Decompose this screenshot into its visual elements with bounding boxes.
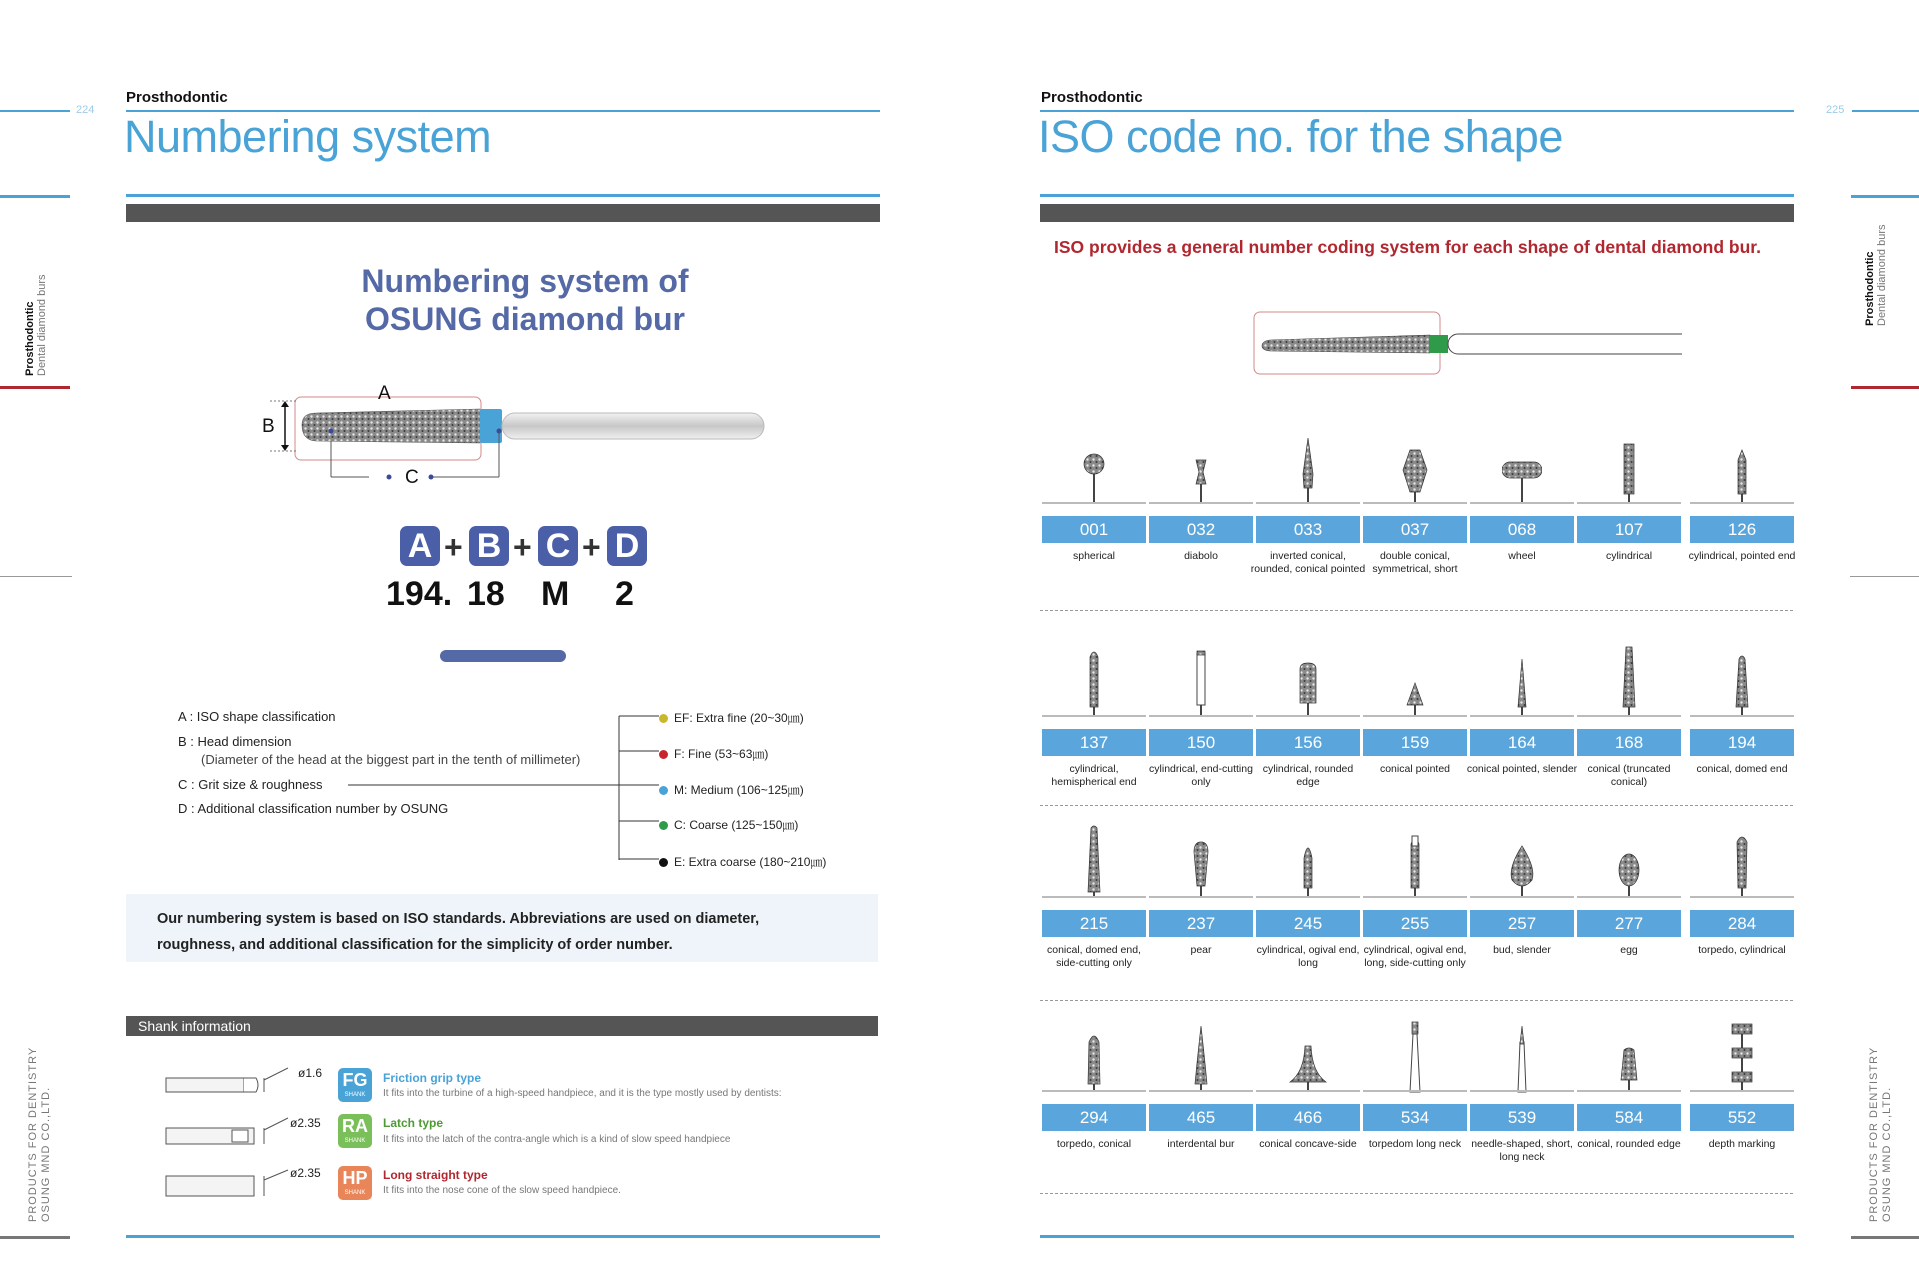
iso-shape-description: conical pointed, slender bbox=[1466, 763, 1578, 775]
iso-code-label: 534 bbox=[1363, 1104, 1467, 1131]
bur-base-line bbox=[1042, 1090, 1146, 1092]
iso-shape-description: conical pointed bbox=[1379, 763, 1451, 775]
right-page-number: 225 bbox=[1826, 104, 1845, 116]
bur-shape-cylwide-icon bbox=[1288, 643, 1328, 719]
bur-base-line bbox=[1690, 1090, 1794, 1092]
iso-shape-description: conical, rounded edge bbox=[1577, 1138, 1681, 1150]
grit-dot-c bbox=[659, 821, 668, 830]
left-bottom-side-line2: OSUNG MND CO.,LTD. bbox=[40, 1086, 52, 1222]
bur-base-line bbox=[1470, 896, 1574, 898]
left-bottom-side-text bbox=[27, 1047, 53, 1222]
iso-shape-description: needle-shaped, short, long neck bbox=[1471, 1138, 1573, 1163]
iso-code-label: 255 bbox=[1363, 910, 1467, 937]
bur-shape-diabolo-icon bbox=[1181, 430, 1221, 506]
iso-shape-description: conical (truncated conical) bbox=[1587, 763, 1671, 788]
grit-label-ef: EF: Extra fine (20~30㎛) bbox=[674, 711, 804, 725]
right-side-label-bold: Prosthodontic bbox=[1864, 251, 1876, 326]
iso-code-label: 159 bbox=[1363, 729, 1467, 756]
bur-base-line bbox=[1042, 896, 1146, 898]
iso-shape-description: conical concave-side bbox=[1259, 1138, 1357, 1150]
iso-shape-159 bbox=[1363, 643, 1467, 783]
numbering-title-line2: OSUNG diamond bur bbox=[365, 301, 685, 337]
iso-shape-539 bbox=[1470, 1018, 1574, 1163]
code-value-a: 194. bbox=[386, 575, 453, 613]
bur-shape-cylround-icon bbox=[1074, 643, 1114, 719]
iso-code-label: 466 bbox=[1256, 1104, 1360, 1131]
iso-description: ISO provides a general number coding system for each shape of dental diamond bur. bbox=[1054, 237, 1761, 257]
grit-dot-ef bbox=[659, 714, 668, 723]
iso-shape-description: interdental bur bbox=[1167, 1138, 1235, 1150]
iso-shape-126 bbox=[1690, 430, 1794, 570]
code-plus-1: + bbox=[444, 529, 463, 565]
iso-code-label: 284 bbox=[1690, 910, 1794, 937]
ra-shank-desc: It fits into the latch of the contra-angle which is a kind of slow speed handpiece bbox=[383, 1134, 731, 1145]
legend-c: C : Grit size & roughness bbox=[178, 777, 323, 792]
left-margin-blue-line bbox=[0, 195, 70, 198]
bur-base-line bbox=[1256, 715, 1360, 717]
bur-shape-flame-icon bbox=[1288, 430, 1328, 506]
right-bottom-side-line1: PRODUCTS FOR DENTISTRY bbox=[1868, 1046, 1880, 1222]
iso-shape-245 bbox=[1256, 824, 1360, 969]
divider-pill bbox=[440, 650, 566, 662]
iso-shape-168 bbox=[1577, 643, 1681, 788]
iso-code-label: 126 bbox=[1690, 516, 1794, 543]
iso-code-label: 107 bbox=[1577, 516, 1681, 543]
left-margin-gray-line bbox=[0, 576, 72, 577]
iso-code-label: 277 bbox=[1577, 910, 1681, 937]
iso-shape-037 bbox=[1363, 430, 1467, 575]
bur-base-line bbox=[1042, 502, 1146, 504]
iso-bur-illustration bbox=[1252, 308, 1682, 378]
right-top-edge-line bbox=[1852, 110, 1919, 112]
right-margin-blue-line bbox=[1851, 195, 1919, 198]
iso-code-label: 465 bbox=[1149, 1104, 1253, 1131]
right-page-title: ISO code no. for the shape bbox=[1038, 111, 1563, 162]
right-section-label: Prosthodontic bbox=[1041, 89, 1143, 106]
bur-base-line bbox=[1470, 715, 1574, 717]
iso-shape-description: cylindrical bbox=[1605, 550, 1653, 562]
bur-base-line bbox=[1690, 896, 1794, 898]
grit-label-e: E: Extra coarse (180~210㎛) bbox=[674, 855, 827, 869]
hp-badge-text: HP bbox=[342, 1168, 368, 1188]
right-gray-bar bbox=[1040, 204, 1794, 222]
bur-base-line bbox=[1690, 715, 1794, 717]
iso-shape-001 bbox=[1042, 430, 1146, 570]
left-page-title: Numbering system bbox=[124, 111, 492, 162]
iso-shape-277 bbox=[1577, 824, 1681, 964]
bur-base-line bbox=[1577, 502, 1681, 504]
iso-shape-description: cylindrical, pointed end bbox=[1688, 550, 1796, 562]
bur-shape-pear-icon bbox=[1181, 824, 1221, 900]
iso-shape-description: inverted conical, rounded, conical pointed bbox=[1250, 550, 1366, 575]
legend-a: A : ISO shape classification bbox=[178, 709, 336, 724]
bur-base-line bbox=[1577, 896, 1681, 898]
iso-code-label: 584 bbox=[1577, 1104, 1681, 1131]
left-top-edge-line bbox=[0, 110, 70, 112]
right-side-label-sub: Dental diamond burs bbox=[1876, 224, 1888, 326]
bur-shape-needle-icon bbox=[1502, 1018, 1542, 1094]
right-bottom-side-text bbox=[1868, 1047, 1894, 1222]
ra-badge-sub: SHANK bbox=[344, 1138, 366, 1144]
iso-code-label: 032 bbox=[1149, 516, 1253, 543]
right-side-label bbox=[1864, 224, 1888, 326]
iso-code-label: 068 bbox=[1470, 516, 1574, 543]
iso-shape-237 bbox=[1149, 824, 1253, 964]
iso-shape-description: wheel bbox=[1508, 550, 1536, 562]
bur-base-line bbox=[1256, 502, 1360, 504]
bur-shape-egg-icon bbox=[1609, 824, 1649, 900]
left-bottom-side-line1: PRODUCTS FOR DENTISTRY bbox=[27, 1046, 39, 1222]
bur-shape-concave-icon bbox=[1288, 1018, 1328, 1094]
hp-badge-sub: SHANK bbox=[344, 1190, 366, 1196]
left-bottom-gray-line bbox=[0, 1236, 70, 1239]
iso-code-label: 215 bbox=[1042, 910, 1146, 937]
iso-shape-description: torpedo, conical bbox=[1056, 1138, 1132, 1150]
left-page-number: 224 bbox=[76, 104, 95, 116]
iso-shape-description: depth marking bbox=[1708, 1138, 1776, 1150]
iso-shape-164 bbox=[1466, 643, 1578, 783]
iso-code-label: 164 bbox=[1470, 729, 1574, 756]
bur-base-line bbox=[1363, 502, 1467, 504]
bur-base-line bbox=[1363, 1090, 1467, 1092]
iso-shape-215 bbox=[1042, 824, 1146, 969]
iso-code-label: 137 bbox=[1042, 729, 1146, 756]
bur-shape-longneck-icon bbox=[1395, 1018, 1435, 1094]
bur-base-line bbox=[1470, 502, 1574, 504]
iso-shape-584 bbox=[1577, 1018, 1681, 1158]
bur-shape-wheel-icon bbox=[1502, 430, 1542, 506]
bur-base-line bbox=[1363, 715, 1467, 717]
fg-badge-text: FG bbox=[342, 1070, 368, 1090]
bur-shape-conround-icon bbox=[1609, 1018, 1649, 1094]
hp-shank-badge bbox=[338, 1166, 372, 1200]
bur-shape-taperdome-icon bbox=[1722, 643, 1762, 719]
left-bottom-line bbox=[126, 1235, 880, 1238]
shank-ra-diameter: ø2.35 bbox=[290, 1116, 321, 1130]
bur-base-line bbox=[1690, 502, 1794, 504]
bur-base-line bbox=[1149, 502, 1253, 504]
iso-shape-description: pear bbox=[1190, 944, 1212, 956]
note-line-2: roughness, and additional classification for the simplicity of order number. bbox=[157, 937, 673, 953]
grit-extra-coarse bbox=[659, 853, 826, 870]
grit-dot-m bbox=[659, 786, 668, 795]
iso-code-label: 156 bbox=[1256, 729, 1360, 756]
iso-code-label: 194 bbox=[1690, 729, 1794, 756]
fg-shank-badge bbox=[338, 1068, 372, 1102]
iso-shape-description: double conical, symmetrical, short bbox=[1372, 550, 1458, 575]
iso-shape-284 bbox=[1690, 824, 1794, 964]
iso-shape-552 bbox=[1690, 1018, 1794, 1158]
iso-shape-107 bbox=[1577, 430, 1681, 570]
iso-shape-description: conical, domed end, side-cutting only bbox=[1047, 944, 1141, 969]
numbering-title-line1: Numbering system of bbox=[361, 263, 689, 299]
code-value-c: M bbox=[541, 575, 570, 613]
iso-shape-description: torpedom long neck bbox=[1368, 1138, 1462, 1150]
code-box-c: C bbox=[538, 526, 578, 566]
bur-shape-interdental-icon bbox=[1181, 1018, 1221, 1094]
left-margin-red-line bbox=[0, 386, 70, 389]
bur-shape-slender-icon bbox=[1502, 643, 1542, 719]
right-bottom-side-line2: OSUNG MND CO.,LTD. bbox=[1881, 1086, 1893, 1222]
grit-dot-f bbox=[659, 750, 668, 759]
iso-code-label: 001 bbox=[1042, 516, 1146, 543]
legend-b-sub: (Diameter of the head at the biggest part in the tenth of millimeter) bbox=[201, 752, 581, 767]
iso-code-label: 033 bbox=[1256, 516, 1360, 543]
iso-code-label: 539 bbox=[1470, 1104, 1574, 1131]
bur-base-line bbox=[1256, 1090, 1360, 1092]
bur-base-line bbox=[1042, 715, 1146, 717]
bur-shape-smallcone-icon bbox=[1395, 643, 1435, 719]
shank-info-header: Shank information bbox=[126, 1016, 878, 1036]
bur-shape-torpedo-icon bbox=[1722, 824, 1762, 900]
dim-label-b: B bbox=[262, 416, 275, 437]
bur-shape-cylpoint-icon bbox=[1722, 430, 1762, 506]
iso-code-label: 168 bbox=[1577, 729, 1681, 756]
dim-label-c: C bbox=[405, 467, 419, 488]
grit-medium bbox=[659, 781, 804, 798]
iso-shape-257 bbox=[1470, 824, 1574, 964]
row-divider-3 bbox=[1040, 1000, 1793, 1001]
bur-shape-depth-icon bbox=[1722, 1018, 1762, 1094]
legend-d: D : Additional classification number by OSUNG bbox=[178, 801, 449, 816]
iso-shape-194 bbox=[1690, 643, 1794, 783]
iso-shape-032 bbox=[1149, 430, 1253, 570]
iso-shape-description: cylindrical, ogival end, long bbox=[1256, 944, 1360, 969]
iso-shape-description: cylindrical, ogival end, long, side-cutting only bbox=[1363, 944, 1467, 969]
iso-code-label: 237 bbox=[1149, 910, 1253, 937]
iso-shape-137 bbox=[1042, 643, 1146, 788]
bur-base-line bbox=[1256, 896, 1360, 898]
ra-shank-name: Latch type bbox=[383, 1116, 444, 1130]
numbering-note bbox=[126, 894, 878, 962]
code-plus-3: + bbox=[582, 529, 601, 565]
iso-shape-068 bbox=[1470, 430, 1574, 570]
right-bottom-line bbox=[1040, 1235, 1794, 1238]
grit-label-c: C: Coarse (125~150㎛) bbox=[674, 818, 799, 832]
bur-shape-double-icon bbox=[1395, 430, 1435, 506]
bur-shape-ogivalside-icon bbox=[1395, 824, 1435, 900]
iso-shape-294 bbox=[1042, 1018, 1146, 1158]
ra-shank-badge bbox=[338, 1114, 372, 1148]
iso-shape-description: cylindrical, hemispherical end bbox=[1051, 763, 1137, 788]
fg-badge-sub: SHANK bbox=[344, 1092, 366, 1098]
iso-shape-description: conical, domed end bbox=[1696, 763, 1788, 775]
row-divider-1 bbox=[1040, 610, 1793, 611]
bur-shape-bud-icon bbox=[1502, 824, 1542, 900]
bur-base-line bbox=[1149, 715, 1253, 717]
right-margin-red-line bbox=[1851, 386, 1919, 389]
grit-label-m: M: Medium (106~125㎛) bbox=[674, 783, 804, 797]
shank-hp-diameter: ø2.35 bbox=[290, 1166, 321, 1180]
left-underline bbox=[126, 194, 880, 197]
bur-shank bbox=[502, 413, 764, 439]
bur-shape-endcut-icon bbox=[1181, 643, 1221, 719]
iso-code-label: 245 bbox=[1256, 910, 1360, 937]
iso-shape-466 bbox=[1256, 1018, 1360, 1158]
bur-head bbox=[302, 409, 480, 443]
code-plus-2: + bbox=[513, 529, 532, 565]
bur-shape-sphere-icon bbox=[1074, 430, 1114, 506]
iso-shape-description: diabolo bbox=[1184, 550, 1218, 562]
bur-base-line bbox=[1363, 896, 1467, 898]
iso-shape-156 bbox=[1256, 643, 1360, 788]
right-margin-gray-line bbox=[1850, 576, 1919, 577]
code-value-b: 18 bbox=[467, 575, 505, 613]
row-divider-4 bbox=[1040, 1193, 1793, 1194]
bur-shape-ogival-icon bbox=[1288, 824, 1328, 900]
bur-base-line bbox=[1149, 1090, 1253, 1092]
iso-shape-534 bbox=[1363, 1018, 1467, 1158]
iso-shape-description: torpedo, cylindrical bbox=[1698, 944, 1786, 956]
dim-label-a: A bbox=[378, 383, 391, 404]
left-side-label-bold: Prosthodontic bbox=[24, 301, 36, 376]
bur-shape-torpedocone-icon bbox=[1074, 1018, 1114, 1094]
code-box-d: D bbox=[607, 526, 647, 566]
iso-shape-description: spherical bbox=[1072, 550, 1116, 562]
fg-shank-name: Friction grip type bbox=[383, 1071, 482, 1085]
iso-shape-description: egg bbox=[1620, 944, 1638, 956]
iso-code-label: 037 bbox=[1363, 516, 1467, 543]
code-box-b: B bbox=[469, 526, 509, 566]
left-gray-bar bbox=[126, 204, 880, 222]
bur-base-line bbox=[1470, 1090, 1574, 1092]
hp-shank-desc: It fits into the nose cone of the slow speed handpiece. bbox=[383, 1185, 621, 1196]
iso-shape-description: cylindrical, end-cutting only bbox=[1149, 763, 1253, 788]
shank-fg-diameter: ø1.6 bbox=[298, 1066, 323, 1080]
code-box-a: A bbox=[400, 526, 440, 566]
iso-shape-150 bbox=[1149, 643, 1253, 788]
right-underline bbox=[1040, 194, 1794, 197]
ra-badge-text: RA bbox=[342, 1116, 368, 1136]
bur-base-line bbox=[1577, 1090, 1681, 1092]
note-line-1: Our numbering system is based on ISO standards. Abbreviations are used on diameter, bbox=[157, 911, 760, 927]
grit-connector-lines bbox=[340, 700, 670, 870]
bur-base-line bbox=[1149, 896, 1253, 898]
iso-shape-465 bbox=[1149, 1018, 1253, 1158]
iso-shape-033 bbox=[1250, 430, 1366, 575]
hp-shank-name: Long straight type bbox=[383, 1168, 488, 1182]
numbering-diagram-title bbox=[255, 262, 795, 338]
bur-base-line bbox=[1577, 715, 1681, 717]
shank-drawings bbox=[160, 1060, 300, 1210]
legend-b: B : Head dimension bbox=[178, 734, 292, 749]
iso-code-label: 257 bbox=[1470, 910, 1574, 937]
bur-shape-longtaper-icon bbox=[1074, 824, 1114, 900]
bur-dimension-diagram bbox=[250, 385, 780, 485]
grit-fine bbox=[659, 745, 768, 762]
grit-label-f: F: Fine (53~63㎛) bbox=[674, 747, 769, 761]
left-side-label-sub: Dental diamond burs bbox=[36, 274, 48, 376]
grit-dot-e bbox=[659, 858, 668, 867]
row-divider-2 bbox=[1040, 805, 1793, 806]
iso-shape-description: bud, slender bbox=[1493, 944, 1551, 956]
right-bottom-gray-line bbox=[1851, 1236, 1919, 1239]
iso-shape-255 bbox=[1363, 824, 1467, 969]
code-value-d: 2 bbox=[615, 575, 634, 613]
left-side-label bbox=[24, 274, 48, 376]
left-section-label: Prosthodontic bbox=[126, 89, 228, 106]
iso-code-label: 552 bbox=[1690, 1104, 1794, 1131]
iso-code-label: 294 bbox=[1042, 1104, 1146, 1131]
iso-code-label: 150 bbox=[1149, 729, 1253, 756]
grit-extra-fine bbox=[659, 709, 804, 726]
bur-shape-cyl-icon bbox=[1609, 430, 1649, 506]
grit-coarse bbox=[659, 816, 798, 833]
fg-shank-desc: It fits into the turbine of a high-speed handpiece, and it is the type mostly used by dentists: bbox=[383, 1088, 782, 1099]
iso-shape-description: cylindrical, rounded edge bbox=[1262, 763, 1354, 788]
bur-shape-taper-icon bbox=[1609, 643, 1649, 719]
